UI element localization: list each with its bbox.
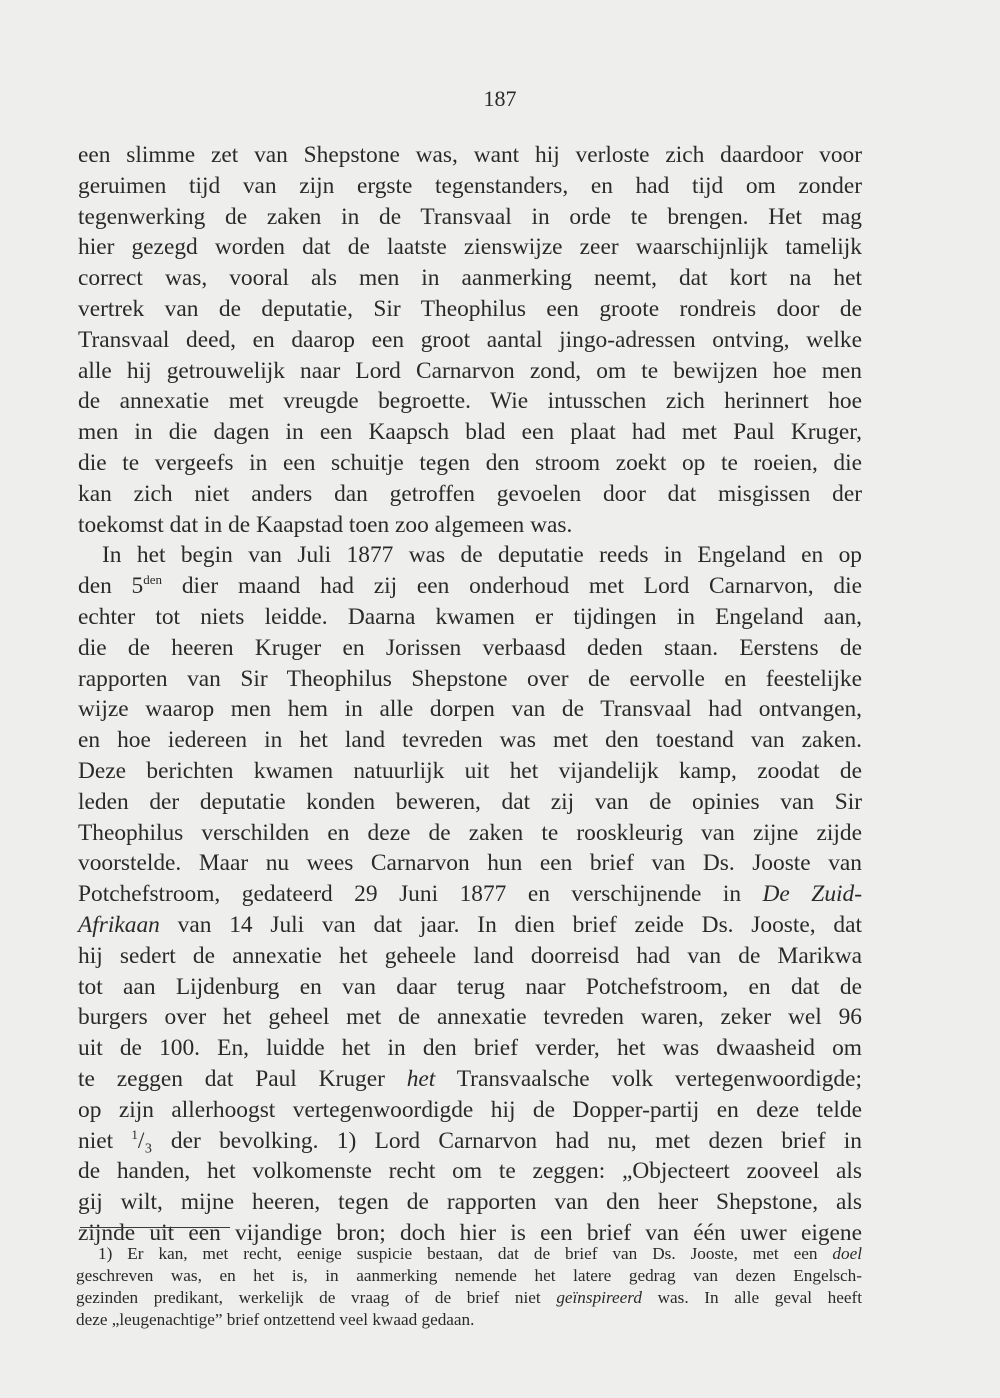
text-run: /₃ der bevolking. 1) Lord Carnarvon had nu, met dezen brief in [137,1127,862,1154]
italic-text: doel [832,1244,862,1263]
text-line: In het begin van Juli 1877 was de deputatie reeds in Engeland en op [102,542,862,569]
text-line: toekomst dat in de Kaapstad toen zoo algemeen was. [78,511,573,538]
text-line: de handen, het volkomenste recht om te zeggen: „Objecteert zooveel als [78,1158,862,1185]
text-line: kan zich niet anders dan getroffen gevoelen door dat misgissen der [78,480,862,507]
text-line: rapporten van Sir Theophilus Shepstone over de eervolle en feestelijke [78,665,862,692]
text-run: was. In alle geval heeft [641,1288,862,1307]
italic-text: De Zuid- [762,881,862,908]
footnote-line [76,1287,862,1309]
text-run: gezinden predikant, werkelijk de vraag of de brief niet [76,1288,557,1307]
italic-text: het [406,1065,436,1092]
text-line: hier gezegd worden dat de laatste zienswijze zeer waarschijnlijk tamelijk [78,234,862,261]
superscript: 1 [131,1126,138,1142]
footnote-line [76,1243,862,1265]
text-line: Deze berichten kwamen natuurlijk uit het vijandelijk kamp, zoodat de [78,757,862,784]
footnote-line: geschreven was, en het is, in aanmerking nemende het latere gedrag van dezen Engelsch- [76,1266,862,1285]
superscript: den [143,572,163,588]
text-run: van 14 Juli van dat jaar. In dien brief zeide Ds. Jooste, dat [159,911,862,938]
text-line: zijnde uit een vijandige bron; doch hier is een brief van één uwer eigene [78,1219,862,1246]
text-line: tot aan Lijdenburg en van daar terug naar Potchefstroom, en dat de [78,973,862,1000]
text-line [78,1064,862,1095]
text-run: niet [78,1127,132,1154]
text-run: 1) Er kan, met recht, eenige suspicie bestaan, dat de brief van Ds. Jooste, met een [98,1244,833,1263]
text-line: wijze waarop men hem in alle dorpen van de Transvaal had ontvangen, [78,696,862,723]
text-line: hij sedert de annexatie het geheele land doorreisd had van de Marikwa [78,942,862,969]
text-run: Transvaalsche volk vertegenwoordigde; [435,1065,862,1092]
text-line: alle hij getrouwelijk naar Lord Carnarvon zond, om te bewijzen hoe men [78,357,862,384]
page-number: 187 [483,86,517,111]
text-line [78,571,862,602]
text-run: Potchefstroom, gedateerd 29 Juni 1877 en verschijnende in [78,881,763,908]
text-line: Theophilus verschilden en deze de zaken te rooskleurig van zijne zijde [78,819,862,846]
text-line: op zijn allerhoogst vertegenwoordigde hij de Dopper-partij en deze telde [78,1096,862,1123]
text-run: den 5 [78,573,144,600]
text-line: die te vergeefs in een schuitje tegen den stroom zoekt op te roeien, die [78,449,862,476]
footnotes [76,1243,862,1331]
text-run: te zeggen dat Paul Kruger [78,1065,407,1092]
text-line: uit de 100. En, luidde het in den brief verder, het was dwaasheid om [78,1035,862,1062]
text-line: gij wilt, mijne heeren, tegen de rapporten van den heer Shepstone, als [78,1189,862,1216]
text-line [78,1126,862,1157]
italic-text: Afrikaan [78,911,160,938]
text-line: tegenwerking de zaken in de Transvaal in orde te brengen. Het mag [78,203,862,230]
text-line: de annexatie met vreugde begroette. Wie intusschen zich herinnert hoe [78,388,862,415]
text-line: echter tot niets leidde. Daarna kwamen er tijdingen in Engeland aan, [78,603,862,630]
text-line: die de heeren Kruger en Jorissen verbaasd deden staan. Eerstens de [78,634,862,661]
footnote-rule [80,1227,230,1228]
text-line: Transvaal deed, en daarop een groot aantal jingo-adressen ontving, welke [78,326,862,353]
text-line: voorstelde. Maar nu wees Carnarvon hun een brief van Ds. Jooste van [78,850,862,877]
text-line: vertrek van de deputatie, Sir Theophilus een groote rondreis door de [78,295,862,322]
text-line: burgers over het geheel met de annexatie tevreden waren, zeker wel 96 [78,1004,862,1031]
text-line: een slimme zet van Shepstone was, want hij verloste zich daardoor voor [78,142,862,168]
text-line: en hoe iedereen in het land tevreden was met den toestand van zaken. [78,727,862,754]
text-run: dier maand had zij een onderhoud met Lord Carnarvon, die [162,573,862,600]
footnote-line: deze „leugenachtige” brief ontzettend veel kwaad gedaan. [76,1310,475,1329]
text-line: geruimen tijd van zijn ergste tegenstanders, en had tijd om zonder [78,172,862,199]
text-line: men in die dagen in een Kaapsch blad een plaat had met Paul Kruger, [78,419,862,446]
text-line: correct was, vooral als men in aanmerking neemt, dat kort na het [78,265,862,292]
italic-text: geïnspireerd [556,1288,642,1307]
body-text [78,140,862,1249]
text-line [78,879,862,910]
text-line: leden der deputatie konden beweren, dat zij van de opinies van Sir [78,788,862,815]
text-line [78,910,862,941]
